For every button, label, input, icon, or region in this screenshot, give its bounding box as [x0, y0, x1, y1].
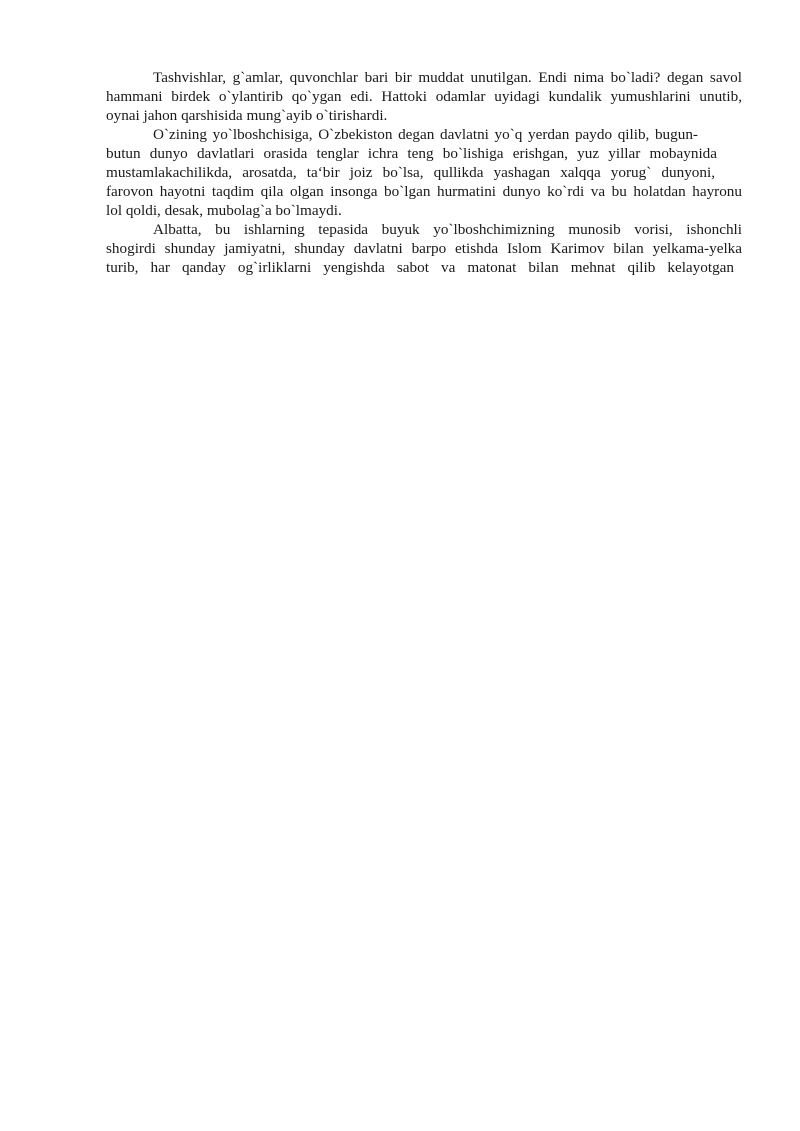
- paragraph-line: lol qoldi, desak, mubolag`a bo`lmaydi.: [106, 202, 342, 219]
- paragraph-line: Albatta, bu ishlarning tepasida buyuk yo`lboshchimizning munosib vorisi, ishonchli: [153, 221, 742, 238]
- paragraph-line: turib, har qanday og`irliklarni yengishda sabot va matonat bilan mehnat qilib kelayotgan: [106, 259, 734, 276]
- paragraph-line: farovon hayotni taqdim qila olgan insonga bo`lgan hurmatini dunyo ko`rdi va bu holatdan hayronu: [106, 183, 742, 200]
- paragraph-line: Tashvishlar, g`amlar, quvonchlar bari bir muddat unutilgan. Endi nima bo`ladi? degan savol: [153, 69, 742, 86]
- paragraph-line: oynai jahon qarshisida mung`ayib o`tirishardi.: [106, 107, 388, 124]
- body-text: [106, 68, 742, 277]
- paragraph-1: [106, 68, 742, 125]
- paragraph-3: [106, 220, 742, 277]
- paragraph-line: shogirdi shunday jamiyatni, shunday davlatni barpo etishda Islom Karimov bilan yelkama-yelka: [106, 240, 742, 257]
- paragraph-line: butun dunyo davlatlari orasida tenglar ichra teng bo`lishiga erishgan, yuz yillar mobaynida: [106, 145, 717, 162]
- paragraph-line: mustamlakachilikda, arosatda, ta‘bir joiz bo`lsa, qullikda yashagan xalqqa yorug` dunyoni,: [106, 164, 715, 181]
- paragraph-2: [106, 125, 742, 220]
- paragraph-line: hammani birdek o`ylantirib qo`ygan edi. Hattoki odamlar uyidagi kundalik yumushlarini unutib,: [106, 88, 742, 105]
- paragraph-line: O`zining yo`lboshchisiga, O`zbekiston degan davlatni yo`q yerdan paydo qilib, bugun-: [153, 126, 698, 143]
